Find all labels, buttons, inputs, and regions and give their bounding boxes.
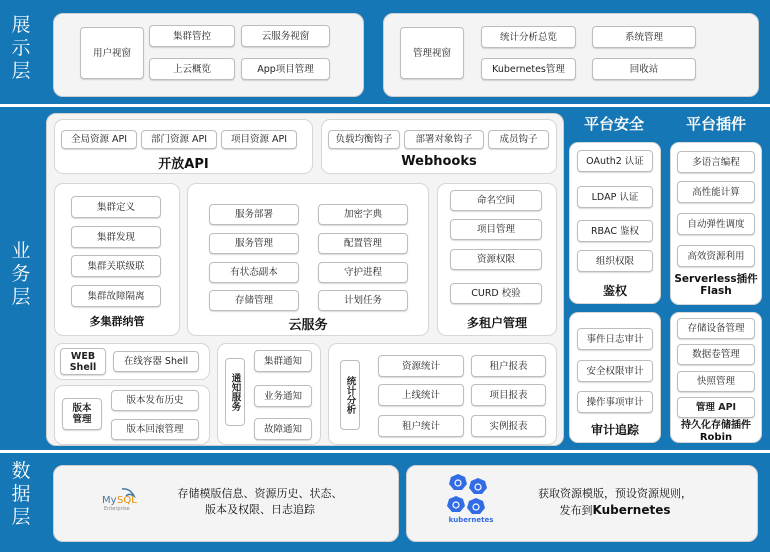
security-permission-audit[interactable]: 安全权限审计 [577,360,653,382]
web-shell-label [60,348,106,375]
webhooks-title: Webhooks [401,154,477,169]
notify-label: 通知服务 [225,358,245,426]
audit-title: 审计追踪 [590,423,639,437]
member-hook[interactable]: 成员钩子 [488,130,549,149]
cluster-definition[interactable]: 集群定义 [71,196,161,218]
version-management-label [62,398,102,430]
version-release-history[interactable]: 版本发布历史 [111,390,199,411]
resource-stats[interactable]: 资源统计 [378,355,464,377]
version-management-label-text: 版本管理 [72,403,92,425]
platform-plugins-heading: 平台插件 [685,115,746,133]
deploy-object-hook[interactable]: 部署对象钩子 [404,130,484,149]
namespace-item[interactable]: 命名空间 [450,190,542,211]
mysql-description-line1: 存储模版信息、资源历史、状态、 [177,487,343,500]
storage-plugin-title-line2: Robin [699,432,733,443]
config-management[interactable]: 配置管理 [318,233,408,254]
storage-device-management[interactable]: 存储设备管理 [677,318,755,339]
user-view-label: 用户视窗 [80,27,144,79]
cluster-discovery[interactable]: 集群发现 [71,226,161,248]
project-management-item[interactable]: 项目管理 [450,219,542,240]
storage-plugin-title-line1: 持久化存储插件 [681,420,751,431]
kubernetes-management-item[interactable]: Kubernetes管理 [481,58,576,80]
business-layer-title: 业务层 [11,240,31,308]
system-management-item[interactable]: 系统管理 [592,26,696,48]
global-resource-api[interactable]: 全局资源 API [61,130,137,149]
online-container-shell[interactable]: 在线容器 Shell [113,351,199,372]
volume-management[interactable]: 数据卷管理 [677,344,755,365]
platform-security-heading: 平台安全 [583,115,644,133]
storage-management[interactable]: 存储管理 [209,290,299,311]
admin-view-label: 管理视窗 [400,27,464,79]
instance-report[interactable]: 实例报表 [471,415,546,437]
kubernetes-logo-text: kubernetes [448,516,494,524]
app-project-item[interactable]: App项目管理 [241,58,330,80]
tenant-report[interactable]: 租户报表 [471,355,546,377]
project-report[interactable]: 项目报表 [471,384,546,406]
cluster-notification[interactable]: 集群通知 [254,350,312,372]
service-deploy[interactable]: 服务部署 [209,204,299,225]
serverless-title [670,273,762,297]
mysql-description [160,486,360,518]
oauth2-auth[interactable]: OAuth2 认证 [577,150,653,172]
encrypted-dictionary[interactable]: 加密字典 [318,204,408,225]
kubernetes-description-line2 [510,502,720,519]
cluster-control-item[interactable]: 集群管控 [149,25,235,47]
cloud-overview-item[interactable]: 上云概览 [149,58,235,80]
curd-check-item[interactable]: CURD 校验 [450,283,542,304]
load-balance-hook[interactable]: 负载均衡钩子 [328,130,400,149]
multi-tenant-title: 多租户管理 [466,316,527,330]
mysql-description-line2: 版本及权限、日志追踪 [205,503,315,516]
recycle-bin-item[interactable]: 回收站 [592,58,696,80]
resource-permission-item[interactable]: 资源权限 [450,249,542,270]
stats-analysis-label: 统计分析 [340,360,360,430]
stateful-replica[interactable]: 有状态副本 [209,262,299,283]
launch-stats[interactable]: 上线统计 [378,384,464,406]
tenant-stats[interactable]: 租户统计 [378,415,464,437]
department-resource-api[interactable]: 部门资源 API [141,130,217,149]
business-notification[interactable]: 业务通知 [254,385,312,407]
cluster-cascade[interactable]: 集群关联级联 [71,255,161,277]
scheduled-task[interactable]: 计划任务 [318,290,408,311]
org-permission[interactable]: 组织权限 [577,250,653,272]
operation-audit[interactable]: 操作事项审计 [577,391,653,413]
fault-notification[interactable]: 故障通知 [254,418,312,440]
svg-text:My: My [102,495,117,506]
display-layer-title: 展示层 [11,14,31,82]
kubernetes-description-bold: Kubernetes [592,503,671,517]
kubernetes-description [510,486,720,519]
cloud-service-view-item[interactable]: 云服务视窗 [241,25,330,47]
open-api-title: 开放API [158,157,209,172]
snapshot-management[interactable]: 快照管理 [677,371,755,392]
project-resource-api[interactable]: 项目资源 API [221,130,297,149]
data-layer-title: 数据层 [11,460,31,528]
service-management[interactable]: 服务管理 [209,233,299,254]
cloud-service-title: 云服务 [288,318,328,333]
version-rollback[interactable]: 版本回滚管理 [111,419,199,440]
efficient-resource-use[interactable]: 高效资源利用 [677,245,755,267]
event-log-audit[interactable]: 事件日志审计 [577,328,653,350]
web-shell-label-text: WEB Shell [69,350,97,373]
multi-cluster-title: 多集群纳管 [89,315,145,328]
serverless-title-line2: Flash [700,285,732,297]
multi-language-programming[interactable]: 多语言编程 [677,151,755,173]
cluster-fault-isolation[interactable]: 集群故障隔离 [71,285,161,307]
kubernetes-description-line1: 获取资源模版，预设资源规则， [538,487,692,500]
management-api[interactable]: 管理 API [677,397,755,418]
serverless-title-line1: Serverless插件 [674,273,758,285]
high-performance-computing[interactable]: 高性能计算 [677,181,755,203]
mysql-logo-sub: Enterprise [104,506,130,512]
svg-text:SQL: SQL [117,495,137,506]
storage-plugin-title [670,420,762,444]
auth-title: 鉴权 [602,284,627,298]
kubernetes-description-prefix: 发布到 [559,504,593,517]
auto-elastic-scheduling[interactable]: 自动弹性调度 [677,213,755,235]
ldap-auth[interactable]: LDAP 认证 [577,186,653,208]
daemon-process[interactable]: 守护进程 [318,262,408,283]
rbac-auth[interactable]: RBAC 鉴权 [577,220,653,242]
stats-overview-item[interactable]: 统计分析总览 [481,26,576,48]
